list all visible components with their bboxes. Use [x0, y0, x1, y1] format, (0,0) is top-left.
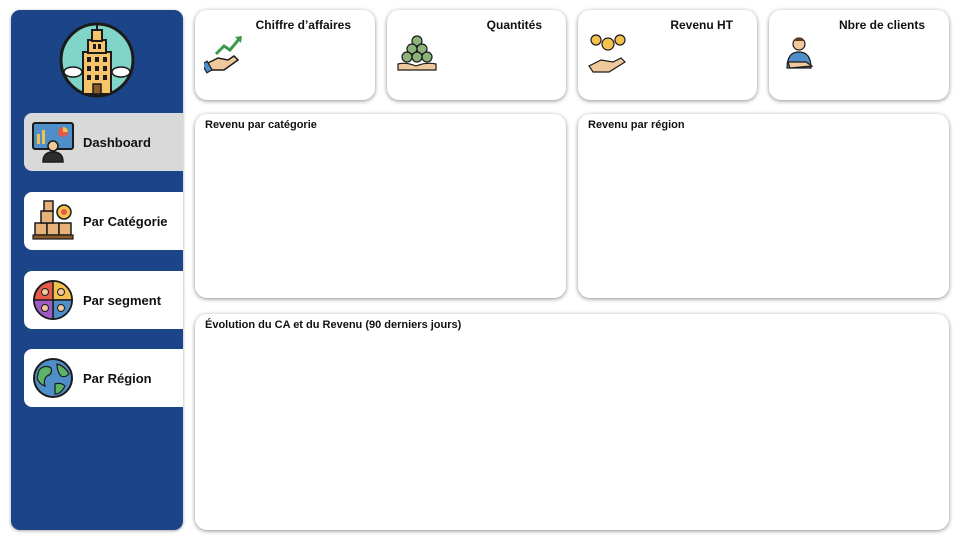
- nav-item-dashboard[interactable]: [24, 113, 183, 171]
- boxes-category-icon: [31, 199, 75, 243]
- kpi-title-chiffre-affaires: Chiffre d’affaires: [255, 18, 351, 32]
- nav-item-par-categorie[interactable]: [24, 192, 183, 250]
- kpi-card-chiffre-affaires[interactable]: [195, 10, 375, 100]
- kpi-title-quantites: Quantités: [486, 18, 542, 32]
- kpi-title-nbre-clients: Nbre de clients: [838, 18, 925, 32]
- people-segment-icon: [31, 278, 75, 322]
- kpi-card-quantites[interactable]: [387, 10, 566, 100]
- globe-icon: [31, 356, 75, 400]
- nav-item-par-segment[interactable]: [24, 271, 183, 329]
- nav-label-par-region: Par Région: [83, 370, 152, 386]
- panel-title-revenu-par-region: Revenu par région: [588, 119, 685, 131]
- coins-stack-icon: [396, 32, 438, 74]
- panel-title-evolution-ca-revenu: Évolution du CA et du Revenu (90 derniers jours): [205, 319, 462, 331]
- nav-label-par-categorie: Par Catégorie: [83, 213, 168, 229]
- panel-evolution-ca-revenu: [195, 314, 949, 530]
- client-icon: [778, 32, 820, 74]
- kpi-card-revenu-ht[interactable]: [578, 10, 757, 100]
- kpi-card-nbre-clients[interactable]: [769, 10, 949, 100]
- money-hand-icon: [587, 32, 629, 74]
- sidebar: [11, 10, 183, 530]
- presentation-dashboard-icon: [31, 120, 75, 164]
- kpi-title-revenu-ht: Revenu HT: [670, 18, 733, 32]
- nav-label-dashboard: Dashboard: [83, 134, 151, 150]
- skyscraper-logo: [59, 22, 135, 98]
- growth-hand-icon: [204, 32, 246, 74]
- panel-revenu-par-region: [578, 114, 949, 298]
- panel-revenu-par-categorie: [195, 114, 566, 298]
- nav-label-par-segment: Par segment: [83, 292, 162, 308]
- nav-item-par-region[interactable]: [24, 349, 183, 407]
- panel-title-revenu-par-categorie: Revenu par catégorie: [205, 119, 317, 131]
